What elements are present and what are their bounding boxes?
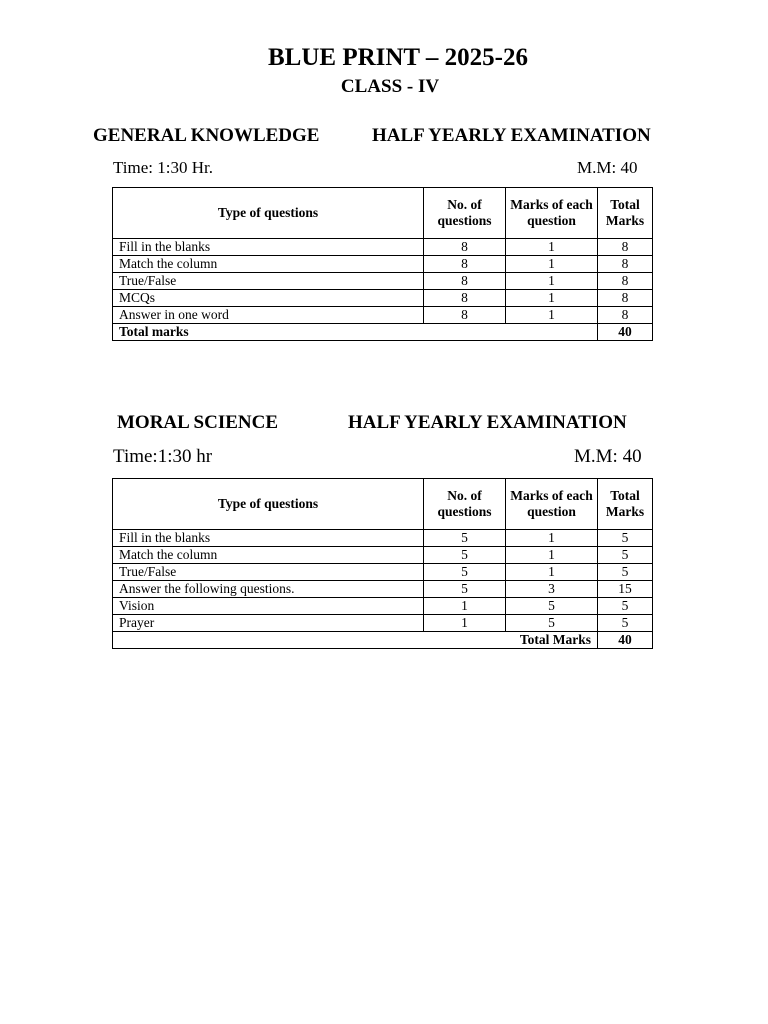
cell: 5: [424, 530, 506, 547]
table-row: [113, 598, 653, 615]
cell: 1: [424, 615, 506, 632]
cell: 8: [424, 273, 506, 290]
gk-table: [112, 187, 653, 341]
col-header: Total Marks: [598, 188, 653, 239]
total-label: Total marks: [113, 324, 598, 341]
col-header: Marks of each question: [506, 188, 598, 239]
ms-subject: MORAL SCIENCE: [117, 412, 278, 433]
total-label: Total Marks: [113, 632, 598, 649]
cell: 1: [506, 307, 598, 324]
cell: 8: [598, 290, 653, 307]
cell: 8: [598, 239, 653, 256]
cell: 15: [598, 581, 653, 598]
cell: 8: [424, 239, 506, 256]
cell: 5: [506, 615, 598, 632]
cell: True/False: [113, 273, 424, 290]
ms-exam: HALF YEARLY EXAMINATION: [348, 412, 627, 433]
cell: 8: [424, 256, 506, 273]
ms-table: [112, 478, 653, 649]
ms-max-marks: M.M: 40: [574, 446, 642, 467]
page-title: BLUE PRINT – 2025-26: [268, 44, 528, 71]
cell: MCQs: [113, 290, 424, 307]
cell: 5: [598, 564, 653, 581]
cell: 1: [506, 273, 598, 290]
table-row: [113, 273, 653, 290]
cell: Match the column: [113, 256, 424, 273]
cell: 5: [598, 530, 653, 547]
table-header-row: [113, 188, 653, 239]
cell: 5: [424, 581, 506, 598]
table-row: [113, 581, 653, 598]
col-header: Type of questions: [113, 479, 424, 530]
cell: 8: [598, 307, 653, 324]
table-row: [113, 307, 653, 324]
cell: Answer in one word: [113, 307, 424, 324]
cell: 1: [506, 256, 598, 273]
cell: 5: [424, 564, 506, 581]
cell: 1: [506, 547, 598, 564]
ms-time: Time:1:30 hr: [113, 446, 213, 467]
cell: Match the column: [113, 547, 424, 564]
col-header: Type of questions: [113, 188, 424, 239]
cell: Fill in the blanks: [113, 239, 424, 256]
gk-max-marks: M.M: 40: [577, 158, 638, 177]
total-row: [113, 324, 653, 341]
cell: Answer the following questions.: [113, 581, 424, 598]
table-row: [113, 564, 653, 581]
table-row: [113, 256, 653, 273]
cell: Vision: [113, 598, 424, 615]
gk-time: Time: 1:30 Hr.: [113, 158, 213, 177]
col-header: No. of questions: [424, 479, 506, 530]
cell: 8: [598, 256, 653, 273]
cell: 5: [424, 547, 506, 564]
gk-exam: HALF YEARLY EXAMINATION: [372, 125, 651, 146]
table-row: [113, 290, 653, 307]
table-row: [113, 547, 653, 564]
table-row: [113, 530, 653, 547]
table-row: [113, 239, 653, 256]
cell: 8: [424, 307, 506, 324]
cell: 3: [506, 581, 598, 598]
col-header: Total Marks: [598, 479, 653, 530]
cell: 8: [598, 273, 653, 290]
cell: True/False: [113, 564, 424, 581]
cell: 5: [598, 547, 653, 564]
col-header: Marks of each question: [506, 479, 598, 530]
class-label: CLASS - IV: [340, 76, 440, 97]
cell: 1: [424, 598, 506, 615]
total-value: 40: [598, 324, 653, 341]
cell: 1: [506, 564, 598, 581]
cell: 1: [506, 239, 598, 256]
total-row: [113, 632, 653, 649]
cell: 1: [506, 530, 598, 547]
total-value: 40: [598, 632, 653, 649]
cell: Fill in the blanks: [113, 530, 424, 547]
cell: 8: [424, 290, 506, 307]
cell: 5: [598, 598, 653, 615]
col-header: No. of questions: [424, 188, 506, 239]
cell: 5: [598, 615, 653, 632]
table-header-row: [113, 479, 653, 530]
cell: Prayer: [113, 615, 424, 632]
cell: 1: [506, 290, 598, 307]
table-row: [113, 615, 653, 632]
cell: 5: [506, 598, 598, 615]
gk-subject: GENERAL KNOWLEDGE: [93, 125, 320, 146]
